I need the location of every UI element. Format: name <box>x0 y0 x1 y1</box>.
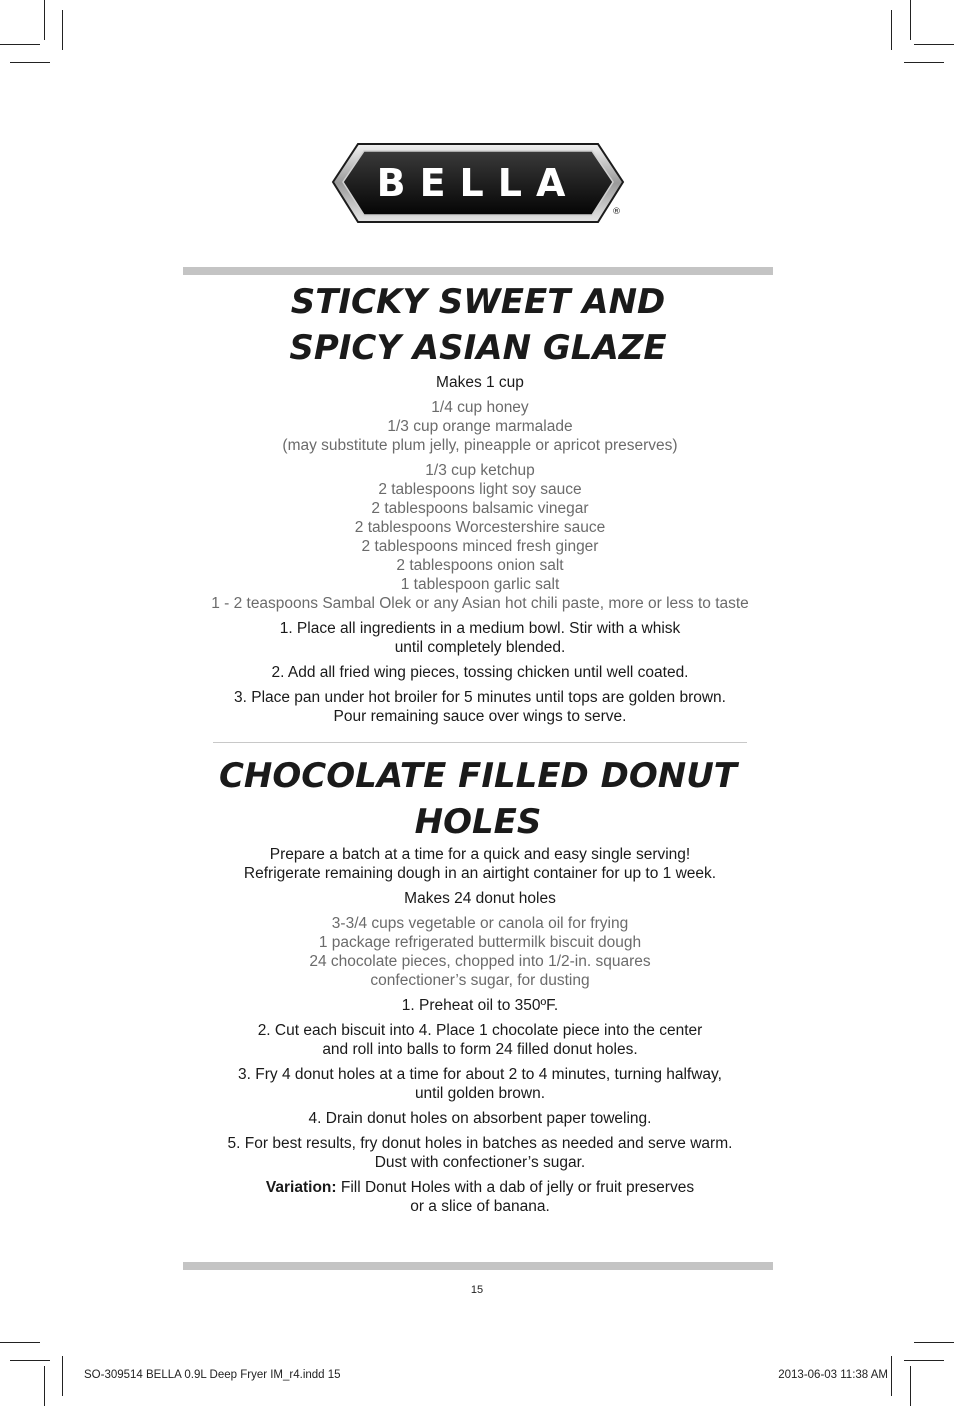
crop-mark <box>0 1342 40 1343</box>
recipe2-title: CHOCOLATE FILLED DONUT HOLES <box>218 756 738 842</box>
recipe2-step: 4. Drain donut holes on absorbent paper toweling. <box>308 1110 652 1127</box>
crop-mark <box>44 0 45 40</box>
crop-mark <box>904 1360 944 1361</box>
variation-text: Fill Donut Holes with a dab of jelly or fruit preserves <box>340 1179 695 1196</box>
recipe2-intro: Prepare a batch at a time for a quick and easy single serving! Refrigerate remaining dough in an airtight container for up to 1 week. <box>243 846 717 882</box>
ingredient: 1/4 cup honey <box>431 399 529 416</box>
top-rule <box>183 267 773 275</box>
ingredient: 1 - 2 teaspoons Sambal Olek or any Asian hot chili paste, more or less to taste <box>211 595 749 612</box>
registered-mark: ® <box>612 207 621 217</box>
recipe1-title: STICKY SWEET AND SPICY ASIAN GLAZE <box>289 282 667 368</box>
recipe2-body <box>150 845 810 1216</box>
recipe2-yield: Makes 24 donut holes <box>404 890 556 907</box>
crop-mark <box>62 1356 63 1396</box>
crop-mark <box>10 1360 50 1361</box>
recipe2-variation: Variation: Fill Donut Holes with a dab of jelly or fruit preserves or a slice of banana. <box>265 1179 695 1215</box>
ingredient: 1/3 cup orange marmalade <box>387 418 573 435</box>
ingredient: 2 tablespoons balsamic vinegar <box>371 500 589 517</box>
crop-mark <box>10 62 50 63</box>
ingredient: confectioner’s sugar, for dusting <box>370 972 590 989</box>
recipe1-step: 1. Place all ingredients in a medium bowl. Stir with a whisk until completely blended. <box>279 620 681 656</box>
recipe1-ingredients-a <box>150 398 810 455</box>
recipe2-step: 5. For best results, fry donut holes in batches as needed and serve warm. Dust with confectioner’s sugar. <box>227 1135 733 1171</box>
recipe2-step: 3. Fry 4 donut holes at a time for about 2 to 4 minutes, turning halfway, until golden brown. <box>238 1066 722 1102</box>
crop-mark <box>904 62 944 63</box>
ingredient: 1/3 cup ketchup <box>425 462 535 479</box>
crop-mark <box>914 1342 954 1343</box>
ingredient: 2 tablespoons minced fresh ginger <box>361 538 599 555</box>
slug-timestamp: 2013-06-03 11:38 AM <box>778 1369 888 1381</box>
bella-logo <box>330 138 626 228</box>
recipe2-ingredients <box>150 914 810 990</box>
ingredient: 1 tablespoon garlic salt <box>400 576 560 593</box>
recipe1-ingredients-b <box>150 461 810 613</box>
ingredient-note: (may substitute plum jelly, pineapple or apricot preserves) <box>282 437 678 454</box>
recipe1-yield: Makes 1 cup <box>436 374 524 391</box>
recipe1-step: 3. Place pan under hot broiler for 5 minutes until tops are golden brown. Pour remaining sauce over wings to serve. <box>234 689 726 725</box>
crop-mark <box>891 10 892 50</box>
slug-filename: SO-309514 BELLA 0.9L Deep Fryer IM_r4.indd 15 <box>84 1369 341 1381</box>
recipe2-step: 2. Cut each biscuit into 4. Place 1 chocolate piece into the center and roll into balls to form 24 filled donut holes. <box>257 1022 703 1058</box>
ingredient: 2 tablespoons onion salt <box>396 557 564 574</box>
ingredient: 2 tablespoons light soy sauce <box>378 481 582 498</box>
crop-mark <box>44 1366 45 1406</box>
ingredient: 1 package refrigerated buttermilk biscuit dough <box>318 934 642 951</box>
page-number: 15 <box>470 1284 484 1296</box>
crop-mark <box>62 10 63 50</box>
crop-mark <box>914 44 954 45</box>
crop-mark <box>910 1366 911 1406</box>
ingredient: 3-3/4 cups vegetable or canola oil for frying <box>331 915 629 932</box>
recipe2-step: 1. Preheat oil to 350ºF. <box>401 997 559 1014</box>
crop-mark <box>891 1356 892 1396</box>
recipe1-step: 2. Add all fried wing pieces, tossing chicken until well coated. <box>271 664 689 681</box>
brand-name: BELLA <box>376 161 580 205</box>
variation-label: Variation: <box>265 1179 337 1196</box>
ingredient: 2 tablespoons Worcestershire sauce <box>354 519 606 536</box>
recipe1-body <box>150 373 810 726</box>
ingredient: 24 chocolate pieces, chopped into 1/2-in. squares <box>309 953 651 970</box>
crop-mark <box>910 0 911 40</box>
bottom-rule <box>183 1262 773 1270</box>
crop-mark <box>0 44 40 45</box>
section-divider <box>213 742 747 743</box>
